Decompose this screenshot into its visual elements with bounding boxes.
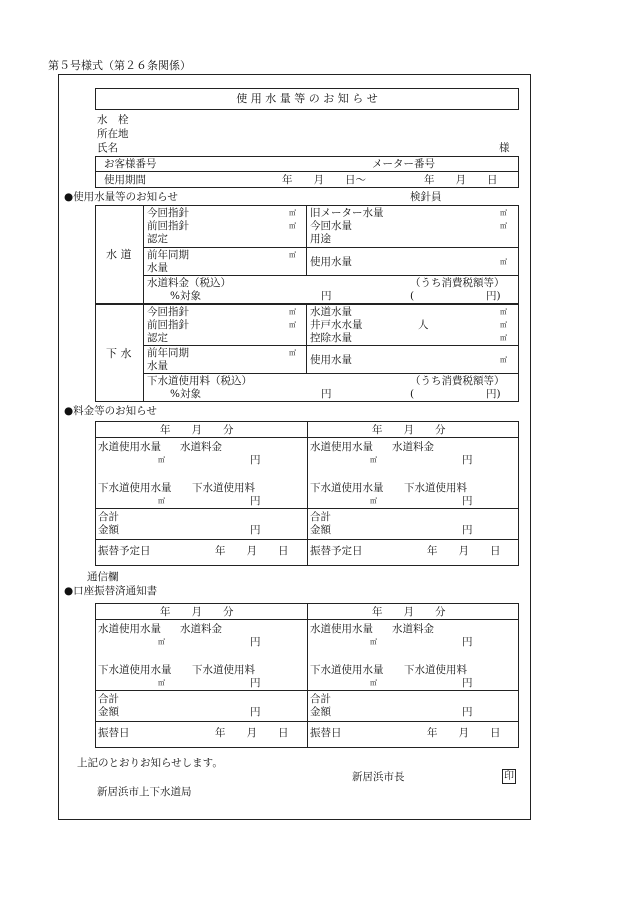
customer-number-label: お客様番号: [104, 158, 157, 170]
c-transfer-date-r: 年 月 日: [427, 545, 501, 557]
sewer-paren-open: (: [410, 388, 415, 400]
t-total: 合計: [98, 693, 119, 705]
rule: [95, 437, 519, 438]
sewer-same-month-last-year: 前年同期: [147, 347, 189, 359]
honorific: 様: [499, 142, 510, 154]
t-amount: 金額: [98, 706, 119, 718]
unit: ㎥: [289, 349, 296, 357]
t-water-fee-r: 水道料金: [392, 623, 434, 635]
transfer-heading: ●口座振替済通知書: [64, 585, 158, 597]
rule: [143, 304, 144, 402]
rule: [95, 721, 519, 722]
water-usage-volume: 使用水量: [310, 256, 352, 268]
sewer-usage-volume: 使用水量: [310, 354, 352, 366]
rule: [95, 690, 519, 691]
c-water-fee-r: 水道料金: [392, 441, 434, 453]
rule: [306, 304, 307, 373]
unit: ㎥: [370, 679, 377, 687]
water-tax-note: （うち消費税額等）: [410, 277, 505, 289]
unit: ㎥: [289, 321, 296, 329]
charges-month-right: 年 月 分: [372, 424, 446, 436]
sewer-previous-reading: 前回指針: [147, 319, 189, 331]
unit: ㎥: [370, 638, 377, 646]
sewer-current-reading: 今回指針: [147, 306, 189, 318]
yen: 円: [250, 706, 261, 718]
water-paren-close: 円): [486, 290, 501, 302]
t-water-fee: 水道料金: [180, 623, 222, 635]
water-previous-reading: 前回指針: [147, 220, 189, 232]
water-approved: 認定: [147, 233, 168, 245]
persons: 人: [418, 319, 429, 331]
water-yen: 円: [321, 290, 332, 302]
sewer-tax-note: （うち消費税額等）: [410, 375, 505, 387]
c-amount-r: 金額: [310, 524, 331, 536]
transfer-month-left: 年 月 分: [160, 606, 234, 618]
yen: 円: [462, 636, 473, 648]
rule: [143, 373, 519, 374]
unit: ㎥: [500, 356, 507, 364]
unit: ㎥: [158, 456, 165, 464]
meter-number-label: メーター番号: [372, 158, 435, 170]
c-total-r: 合計: [310, 511, 331, 523]
charges-month-left: 年 月 分: [160, 424, 234, 436]
unit: ㎥: [370, 497, 377, 505]
form-number: 第５号様式（第２６条関係）: [48, 59, 191, 72]
form-title: 使 用 水 量 等 の お 知 ら せ: [236, 92, 378, 105]
unit: ㎥: [500, 334, 507, 342]
water-same-month-last-year: 前年同期: [147, 249, 189, 261]
t-sewer-usage: 下水道使用水量: [98, 664, 172, 676]
purpose: 用途: [310, 233, 331, 245]
t-sewer-fee: 下水道使用料: [192, 664, 255, 676]
rule: [307, 603, 308, 748]
meter-location-label: 水 栓: [97, 114, 129, 126]
unit: ㎥: [500, 222, 507, 230]
t-transfer-date-r: 年 月 日: [427, 727, 501, 739]
yen: 円: [462, 706, 473, 718]
t-sewer-usage-r: 下水道使用水量: [310, 664, 384, 676]
footer-mayor: 新居浜市長: [352, 771, 405, 783]
yen: 円: [250, 524, 261, 536]
unit: ㎥: [500, 209, 507, 217]
t-amount-r: 金額: [310, 706, 331, 718]
yen: 円: [250, 636, 261, 648]
t-sewer-fee-r: 下水道使用料: [404, 664, 467, 676]
sewer-volume: 水量: [147, 360, 168, 372]
unit: ㎥: [500, 308, 507, 316]
unit: ㎥: [289, 222, 296, 230]
yen: 円: [250, 677, 261, 689]
c-water-usage-r: 水道使用水量: [310, 441, 373, 453]
usage-heading: ●使用水量等のお知らせ: [64, 191, 178, 203]
deduction-volume: 控除水量: [310, 332, 352, 344]
unit: ㎥: [289, 308, 296, 316]
water-volume: 水量: [147, 262, 168, 274]
footer-notice: 上記のとおりお知らせします。: [77, 757, 223, 769]
charges-heading: ●料金等のお知らせ: [64, 405, 157, 417]
rule: [95, 171, 519, 172]
period-to: 年 月 日: [424, 174, 498, 186]
sewer-yen: 円: [321, 388, 332, 400]
unit: ㎥: [158, 497, 165, 505]
inspector-label: 検針員: [410, 191, 442, 203]
c-transfer-date: 年 月 日: [215, 545, 289, 557]
period-from: 年 月 日〜: [282, 174, 366, 186]
c-sewer-usage: 下水道使用水量: [98, 482, 172, 494]
unit: ㎥: [289, 209, 296, 217]
rule: [95, 619, 519, 620]
rule: [95, 539, 519, 540]
sewer-water-volume: 水道水量: [310, 306, 352, 318]
yen: 円: [462, 495, 473, 507]
seal-stamp: 印: [504, 771, 514, 782]
yen: 円: [250, 495, 261, 507]
c-total: 合計: [98, 511, 119, 523]
unit: ㎥: [370, 456, 377, 464]
t-transfer-label: 振替日: [98, 727, 130, 739]
yen: 円: [250, 454, 261, 466]
water-current-reading: 今回指針: [147, 207, 189, 219]
sewer-paren-close: 円): [486, 388, 501, 400]
well-volume: 井戸水水量: [310, 319, 363, 331]
rule: [306, 205, 307, 275]
rule: [143, 345, 519, 346]
unit: ㎥: [158, 638, 165, 646]
unit: ㎥: [158, 679, 165, 687]
water-label: 水 道: [106, 248, 132, 261]
title-box: [95, 88, 519, 110]
current-volume: 今回水量: [310, 220, 352, 232]
sewer-label: 下 水: [106, 347, 132, 360]
c-sewer-fee-r: 下水道使用料: [404, 482, 467, 494]
transfer-month-right: 年 月 分: [372, 606, 446, 618]
yen: 円: [462, 677, 473, 689]
footer-bureau: 新居浜市上下水道局: [97, 786, 192, 798]
c-sewer-fee: 下水道使用料: [192, 482, 255, 494]
t-transfer-label-r: 振替日: [310, 727, 342, 739]
rule: [143, 247, 519, 248]
unit: ㎥: [500, 258, 507, 266]
rule: [95, 508, 519, 509]
address-label: 所在地: [97, 128, 129, 140]
old-meter-volume: 旧メーター水量: [310, 207, 384, 219]
notes-label: 通信欄: [87, 571, 119, 583]
water-target-percent: %対象: [170, 290, 201, 302]
rule: [307, 421, 308, 566]
t-total-r: 合計: [310, 693, 331, 705]
period-label: 使用期間: [104, 174, 146, 186]
rule: [143, 275, 519, 276]
yen: 円: [462, 524, 473, 536]
water-paren-open: (: [410, 290, 415, 302]
c-transfer-label: 振替予定日: [98, 545, 151, 557]
t-water-usage: 水道使用水量: [98, 623, 161, 635]
t-transfer-date: 年 月 日: [215, 727, 289, 739]
c-water-fee: 水道料金: [180, 441, 222, 453]
water-fee-label: 水道料金（税込）: [147, 277, 231, 289]
unit: ㎥: [500, 321, 507, 329]
c-amount: 金額: [98, 524, 119, 536]
sewer-approved: 認定: [147, 332, 168, 344]
sewer-target-percent: %対象: [170, 388, 201, 400]
c-sewer-usage-r: 下水道使用水量: [310, 482, 384, 494]
c-water-usage: 水道使用水量: [98, 441, 161, 453]
name-label: 氏名: [97, 142, 118, 154]
unit: ㎥: [289, 251, 296, 259]
yen: 円: [462, 454, 473, 466]
t-water-usage-r: 水道使用水量: [310, 623, 373, 635]
sewer-fee-label: 下水道使用料（税込）: [147, 375, 252, 387]
rule: [143, 205, 144, 304]
c-transfer-label-r: 振替予定日: [310, 545, 363, 557]
